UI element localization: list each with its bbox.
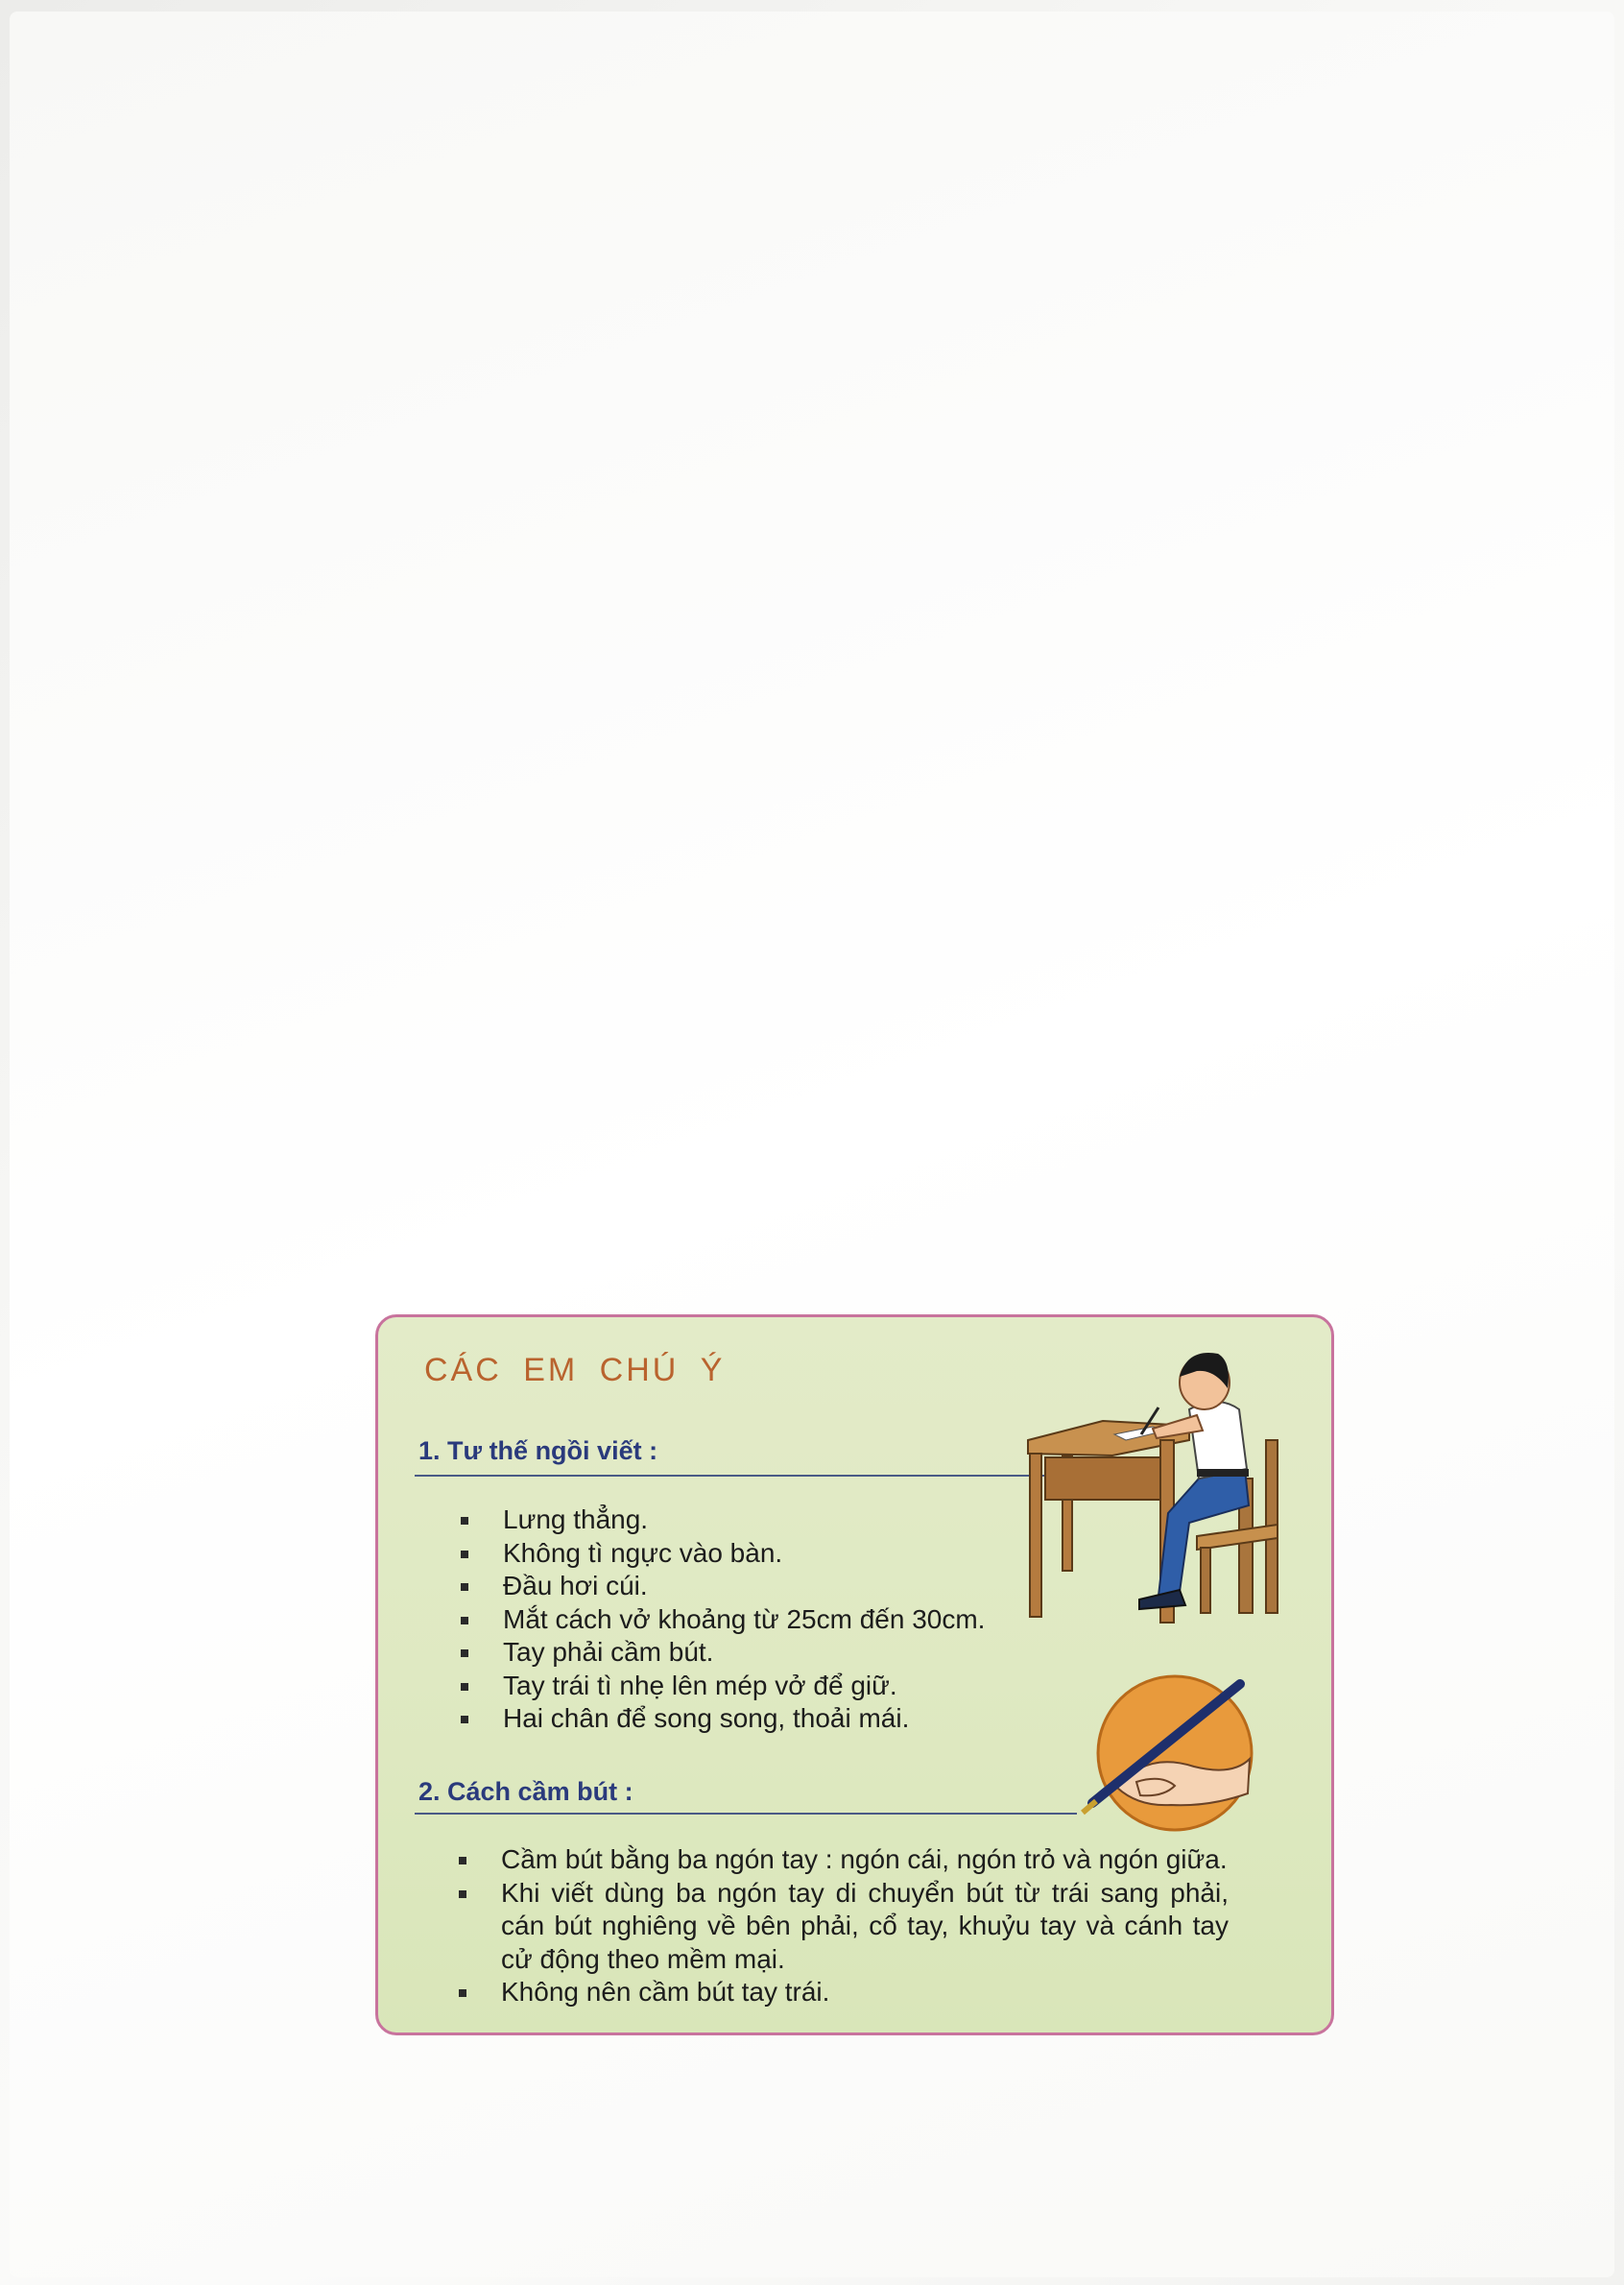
list-item: Khi viết dùng ba ngón tay di chuyển bút từ trái sang phải, cán bút nghiêng về bên phải, cổ tay, khuỷu tay và cánh tay cử động theo mềm mại. [455, 1877, 1229, 1977]
list-item: Không tì ngực vào bàn. [457, 1537, 1052, 1571]
section-1-heading: 1. Tư thế ngồi viết : [418, 1436, 658, 1465]
list-item: Hai chân để song song, thoải mái. [457, 1702, 1052, 1736]
section-2-list [455, 1843, 1229, 2009]
list-item: Cầm bút bằng ba ngón tay : ngón cái, ngón trỏ và ngón giữa. [455, 1843, 1229, 1877]
section-2-rule [415, 1813, 1077, 1815]
list-item: Đầu hơi cúi. [457, 1570, 1052, 1603]
list-item: Tay phải cầm bút. [457, 1636, 1052, 1670]
section-1-rule [415, 1475, 1067, 1477]
section-1-list [457, 1503, 1052, 1736]
notice-box [375, 1314, 1334, 2035]
list-item: Mắt cách vở khoảng từ 25cm đến 30cm. [457, 1603, 1052, 1637]
list-item: Lưng thẳng. [457, 1503, 1052, 1537]
notice-title: CÁC EM CHÚ Ý [424, 1352, 726, 1388]
list-item: Không nên cầm bút tay trái. [455, 1976, 1229, 2009]
hand-holding-pen-illustration [1079, 1663, 1261, 1836]
boy-writing-at-desk-illustration [1026, 1335, 1324, 1642]
section-2-heading: 2. Cách cầm bút : [418, 1777, 633, 1806]
page [10, 12, 1614, 2277]
list-item: Tay trái tì nhẹ lên mép vở để giữ. [457, 1670, 1052, 1703]
